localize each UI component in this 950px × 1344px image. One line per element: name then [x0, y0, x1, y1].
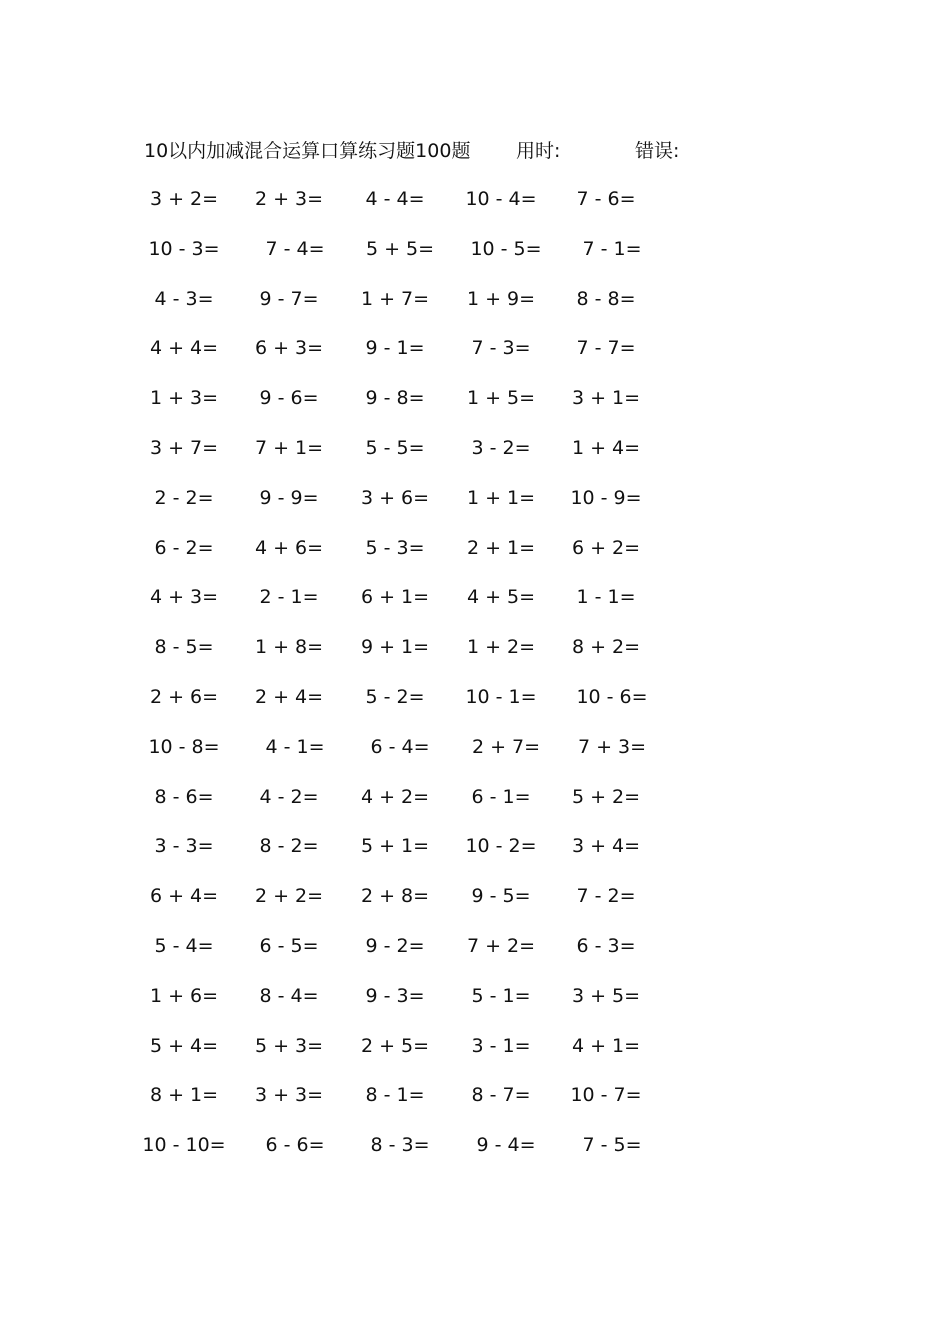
- problem-item: 4 - 2=: [259, 785, 319, 808]
- problem-item: 4 - 1=: [265, 735, 325, 758]
- problem-item: 7 + 2=: [466, 935, 536, 957]
- problem-item: 8 - 6=: [154, 785, 214, 808]
- problem-item: 4 + 2=: [360, 785, 430, 808]
- problem-item: 9 - 9=: [259, 486, 319, 509]
- problem-item: 3 + 6=: [360, 486, 430, 509]
- problem-item: 6 + 1=: [360, 586, 430, 609]
- problem-item: 6 - 2=: [154, 536, 214, 559]
- problem-item: 4 + 5=: [466, 586, 536, 609]
- problem-row: [0, 234, 950, 264]
- problem-item: 6 - 1=: [471, 785, 531, 808]
- problem-item: 3 + 4=: [571, 835, 641, 858]
- problem-item: 8 - 8=: [576, 287, 636, 310]
- problem-row: [0, 1031, 950, 1061]
- problem-item: 10 - 2=: [465, 835, 537, 858]
- problem-row: [0, 682, 950, 712]
- problem-item: 4 + 3=: [149, 586, 219, 609]
- problem-item: 4 + 4=: [149, 337, 219, 360]
- problem-item: 4 - 3=: [154, 287, 214, 310]
- problem-row: [0, 881, 950, 911]
- problem-item: 3 + 7=: [149, 437, 219, 459]
- problem-item: 8 + 1=: [149, 1084, 219, 1107]
- problem-item: 9 - 3=: [365, 984, 425, 1007]
- problem-row: [0, 333, 950, 363]
- problem-item: 9 + 1=: [360, 636, 430, 659]
- problem-item: 2 + 1=: [466, 536, 536, 559]
- problem-item: 3 + 1=: [571, 387, 641, 410]
- problem-item: 2 - 2=: [154, 486, 214, 509]
- problem-item: 2 + 7=: [471, 735, 541, 758]
- problem-item: 9 - 1=: [365, 337, 425, 360]
- problem-item: 10 - 9=: [570, 486, 642, 509]
- problem-item: 4 - 4=: [365, 188, 425, 210]
- problem-item: 1 + 9=: [466, 287, 536, 310]
- problem-item: 9 - 5=: [471, 885, 531, 908]
- problem-item: 2 - 1=: [259, 586, 319, 609]
- problem-item: 5 - 1=: [471, 984, 531, 1007]
- problem-item: 2 + 4=: [254, 686, 324, 708]
- problem-item: 9 - 8=: [365, 387, 425, 410]
- problem-item: 6 + 3=: [254, 337, 324, 360]
- problem-item: 10 - 3=: [148, 237, 220, 260]
- problem-item: 8 - 2=: [259, 835, 319, 858]
- problem-item: 5 + 1=: [360, 835, 430, 858]
- problem-item: 6 - 4=: [370, 735, 430, 758]
- problem-item: 3 - 1=: [471, 1034, 531, 1057]
- problem-item: 3 - 3=: [154, 835, 214, 858]
- problem-item: 1 + 2=: [466, 636, 536, 659]
- problem-row: [0, 782, 950, 812]
- errors-label: 错误:: [635, 140, 680, 162]
- problem-item: 1 + 7=: [360, 287, 430, 310]
- problem-row: [0, 1130, 950, 1160]
- problem-row: [0, 483, 950, 513]
- problem-item: 5 - 4=: [154, 935, 214, 957]
- problem-item: 5 + 4=: [149, 1034, 219, 1057]
- problem-item: 6 + 4=: [149, 885, 219, 908]
- problem-item: 7 - 7=: [576, 337, 636, 360]
- problem-row: [0, 831, 950, 861]
- problem-item: 1 + 1=: [466, 486, 536, 509]
- problem-item: 7 - 2=: [576, 885, 636, 908]
- problem-item: 2 + 8=: [360, 885, 430, 908]
- problem-item: 7 - 1=: [582, 237, 642, 260]
- problem-row: [0, 433, 950, 463]
- problem-row: [0, 582, 950, 612]
- problem-item: 1 + 4=: [571, 437, 641, 459]
- problem-row: [0, 981, 950, 1011]
- problem-item: 1 + 5=: [466, 387, 536, 410]
- problem-item: 8 - 5=: [154, 636, 214, 659]
- problem-item: 3 + 5=: [571, 984, 641, 1007]
- problem-item: 1 - 1=: [576, 586, 636, 609]
- problem-item: 7 + 1=: [254, 437, 324, 459]
- problem-item: 5 + 3=: [254, 1034, 324, 1057]
- problem-item: 5 + 2=: [571, 785, 641, 808]
- problem-item: 10 - 6=: [576, 686, 648, 708]
- problem-item: 8 + 2=: [571, 636, 641, 659]
- problem-item: 5 + 5=: [365, 237, 435, 260]
- problem-item: 2 + 5=: [360, 1034, 430, 1057]
- problem-item: 5 - 2=: [365, 686, 425, 708]
- problem-item: 2 + 3=: [254, 188, 324, 210]
- problem-item: 10 - 8=: [148, 735, 220, 758]
- problem-item: 4 + 6=: [254, 536, 324, 559]
- problem-item: 8 - 4=: [259, 984, 319, 1007]
- problem-item: 9 - 2=: [365, 935, 425, 957]
- problem-item: 3 + 3=: [254, 1084, 324, 1107]
- problem-item: 8 - 3=: [370, 1134, 430, 1157]
- problem-item: 6 - 6=: [265, 1134, 325, 1157]
- problem-item: 3 + 2=: [149, 188, 219, 210]
- problem-item: 9 - 4=: [476, 1134, 536, 1157]
- problem-item: 10 - 10=: [142, 1134, 226, 1157]
- problem-item: 1 + 8=: [254, 636, 324, 659]
- problem-item: 2 + 6=: [149, 686, 219, 708]
- problem-row: [0, 732, 950, 762]
- problem-row: [0, 632, 950, 662]
- problem-item: 9 - 7=: [259, 287, 319, 310]
- problem-item: 10 - 4=: [465, 188, 537, 210]
- problem-item: 7 - 3=: [471, 337, 531, 360]
- time-label: 用时:: [516, 140, 561, 162]
- problem-item: 1 + 6=: [149, 984, 219, 1007]
- problem-row: [0, 284, 950, 314]
- problem-item: 3 - 2=: [471, 437, 531, 459]
- problem-item: 6 - 5=: [259, 935, 319, 957]
- problem-item: 2 + 2=: [254, 885, 324, 908]
- problem-item: 7 - 6=: [576, 188, 636, 210]
- problem-row: [0, 533, 950, 563]
- problem-item: 7 + 3=: [577, 735, 647, 758]
- problem-item: 5 - 3=: [365, 536, 425, 559]
- problem-item: 6 - 3=: [576, 935, 636, 957]
- problem-item: 1 + 3=: [149, 387, 219, 410]
- problem-item: 10 - 7=: [570, 1084, 642, 1107]
- problem-item: 7 - 4=: [265, 237, 325, 260]
- problem-row: [0, 1080, 950, 1110]
- problem-item: 4 + 1=: [571, 1034, 641, 1057]
- problem-item: 7 - 5=: [582, 1134, 642, 1157]
- problem-row: [0, 383, 950, 413]
- problem-row: [0, 184, 950, 214]
- problem-item: 5 - 5=: [365, 437, 425, 459]
- problem-item: 8 - 1=: [365, 1084, 425, 1107]
- problem-item: 10 - 1=: [465, 686, 537, 708]
- problem-row: [0, 931, 950, 961]
- problem-item: 8 - 7=: [471, 1084, 531, 1107]
- problem-item: 9 - 6=: [259, 387, 319, 410]
- problem-item: 10 - 5=: [470, 237, 542, 260]
- problem-item: 6 + 2=: [571, 536, 641, 559]
- worksheet-title: 10以内加减混合运算口算练习题100题: [144, 140, 471, 162]
